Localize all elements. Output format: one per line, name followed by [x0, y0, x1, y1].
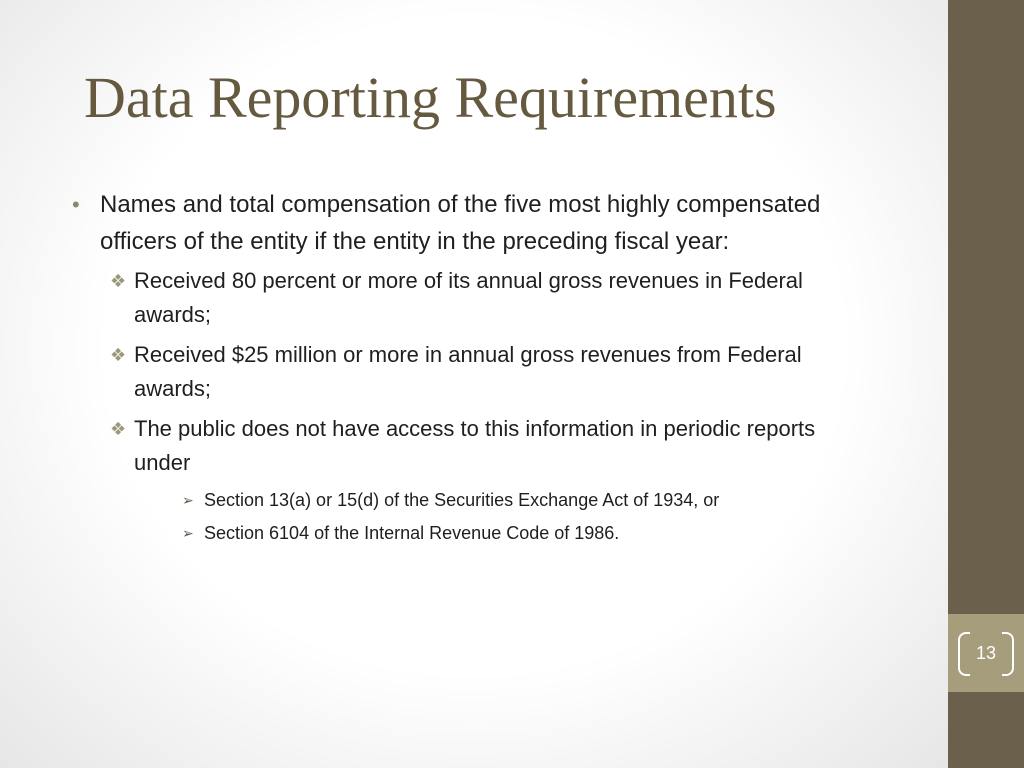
sub-sub-bullet-text: Section 6104 of the Internal Revenue Code of 1986.: [204, 523, 620, 543]
slide-body: [72, 186, 872, 552]
arrow-bullet-icon: ➢: [182, 492, 194, 508]
sub-sub-bullet-text: Section 13(a) or 15(d) of the Securities Exchange Act of 1934, or: [204, 490, 720, 510]
sub-sub-bullet-item: [182, 486, 872, 514]
diamond-bullet-icon: ❖: [110, 271, 127, 291]
sub-bullet-item: [110, 264, 872, 332]
sub-bullet-text: Received $25 million or more in annual gross revenues from Federal awards;: [134, 342, 802, 401]
slide-title: Data Reporting Requirements: [84, 65, 777, 130]
dot-bullet-icon: •: [72, 192, 80, 217]
sub-bullet-item: [110, 338, 872, 406]
diamond-bullet-icon: ❖: [110, 345, 127, 365]
diamond-bullet-icon: ❖: [110, 419, 127, 439]
arrow-bullet-icon: ➢: [182, 525, 194, 541]
sub-bullet-text: The public does not have access to this information in periodic reports under: [134, 416, 816, 475]
sub-bullet-item: [110, 412, 872, 480]
bullet-item: [72, 186, 872, 260]
page-number: 13: [975, 643, 997, 663]
sub-sub-bullet-item: [182, 519, 872, 547]
bullet-text: Names and total compensation of the five most highly compensated officers of the entity if the entity in the preceding fiscal year:: [100, 191, 821, 255]
page-number-frame: [958, 632, 1014, 674]
sub-bullet-text: Received 80 percent or more of its annual gross revenues in Federal awards;: [134, 268, 803, 327]
page-number-box: [948, 614, 1024, 692]
